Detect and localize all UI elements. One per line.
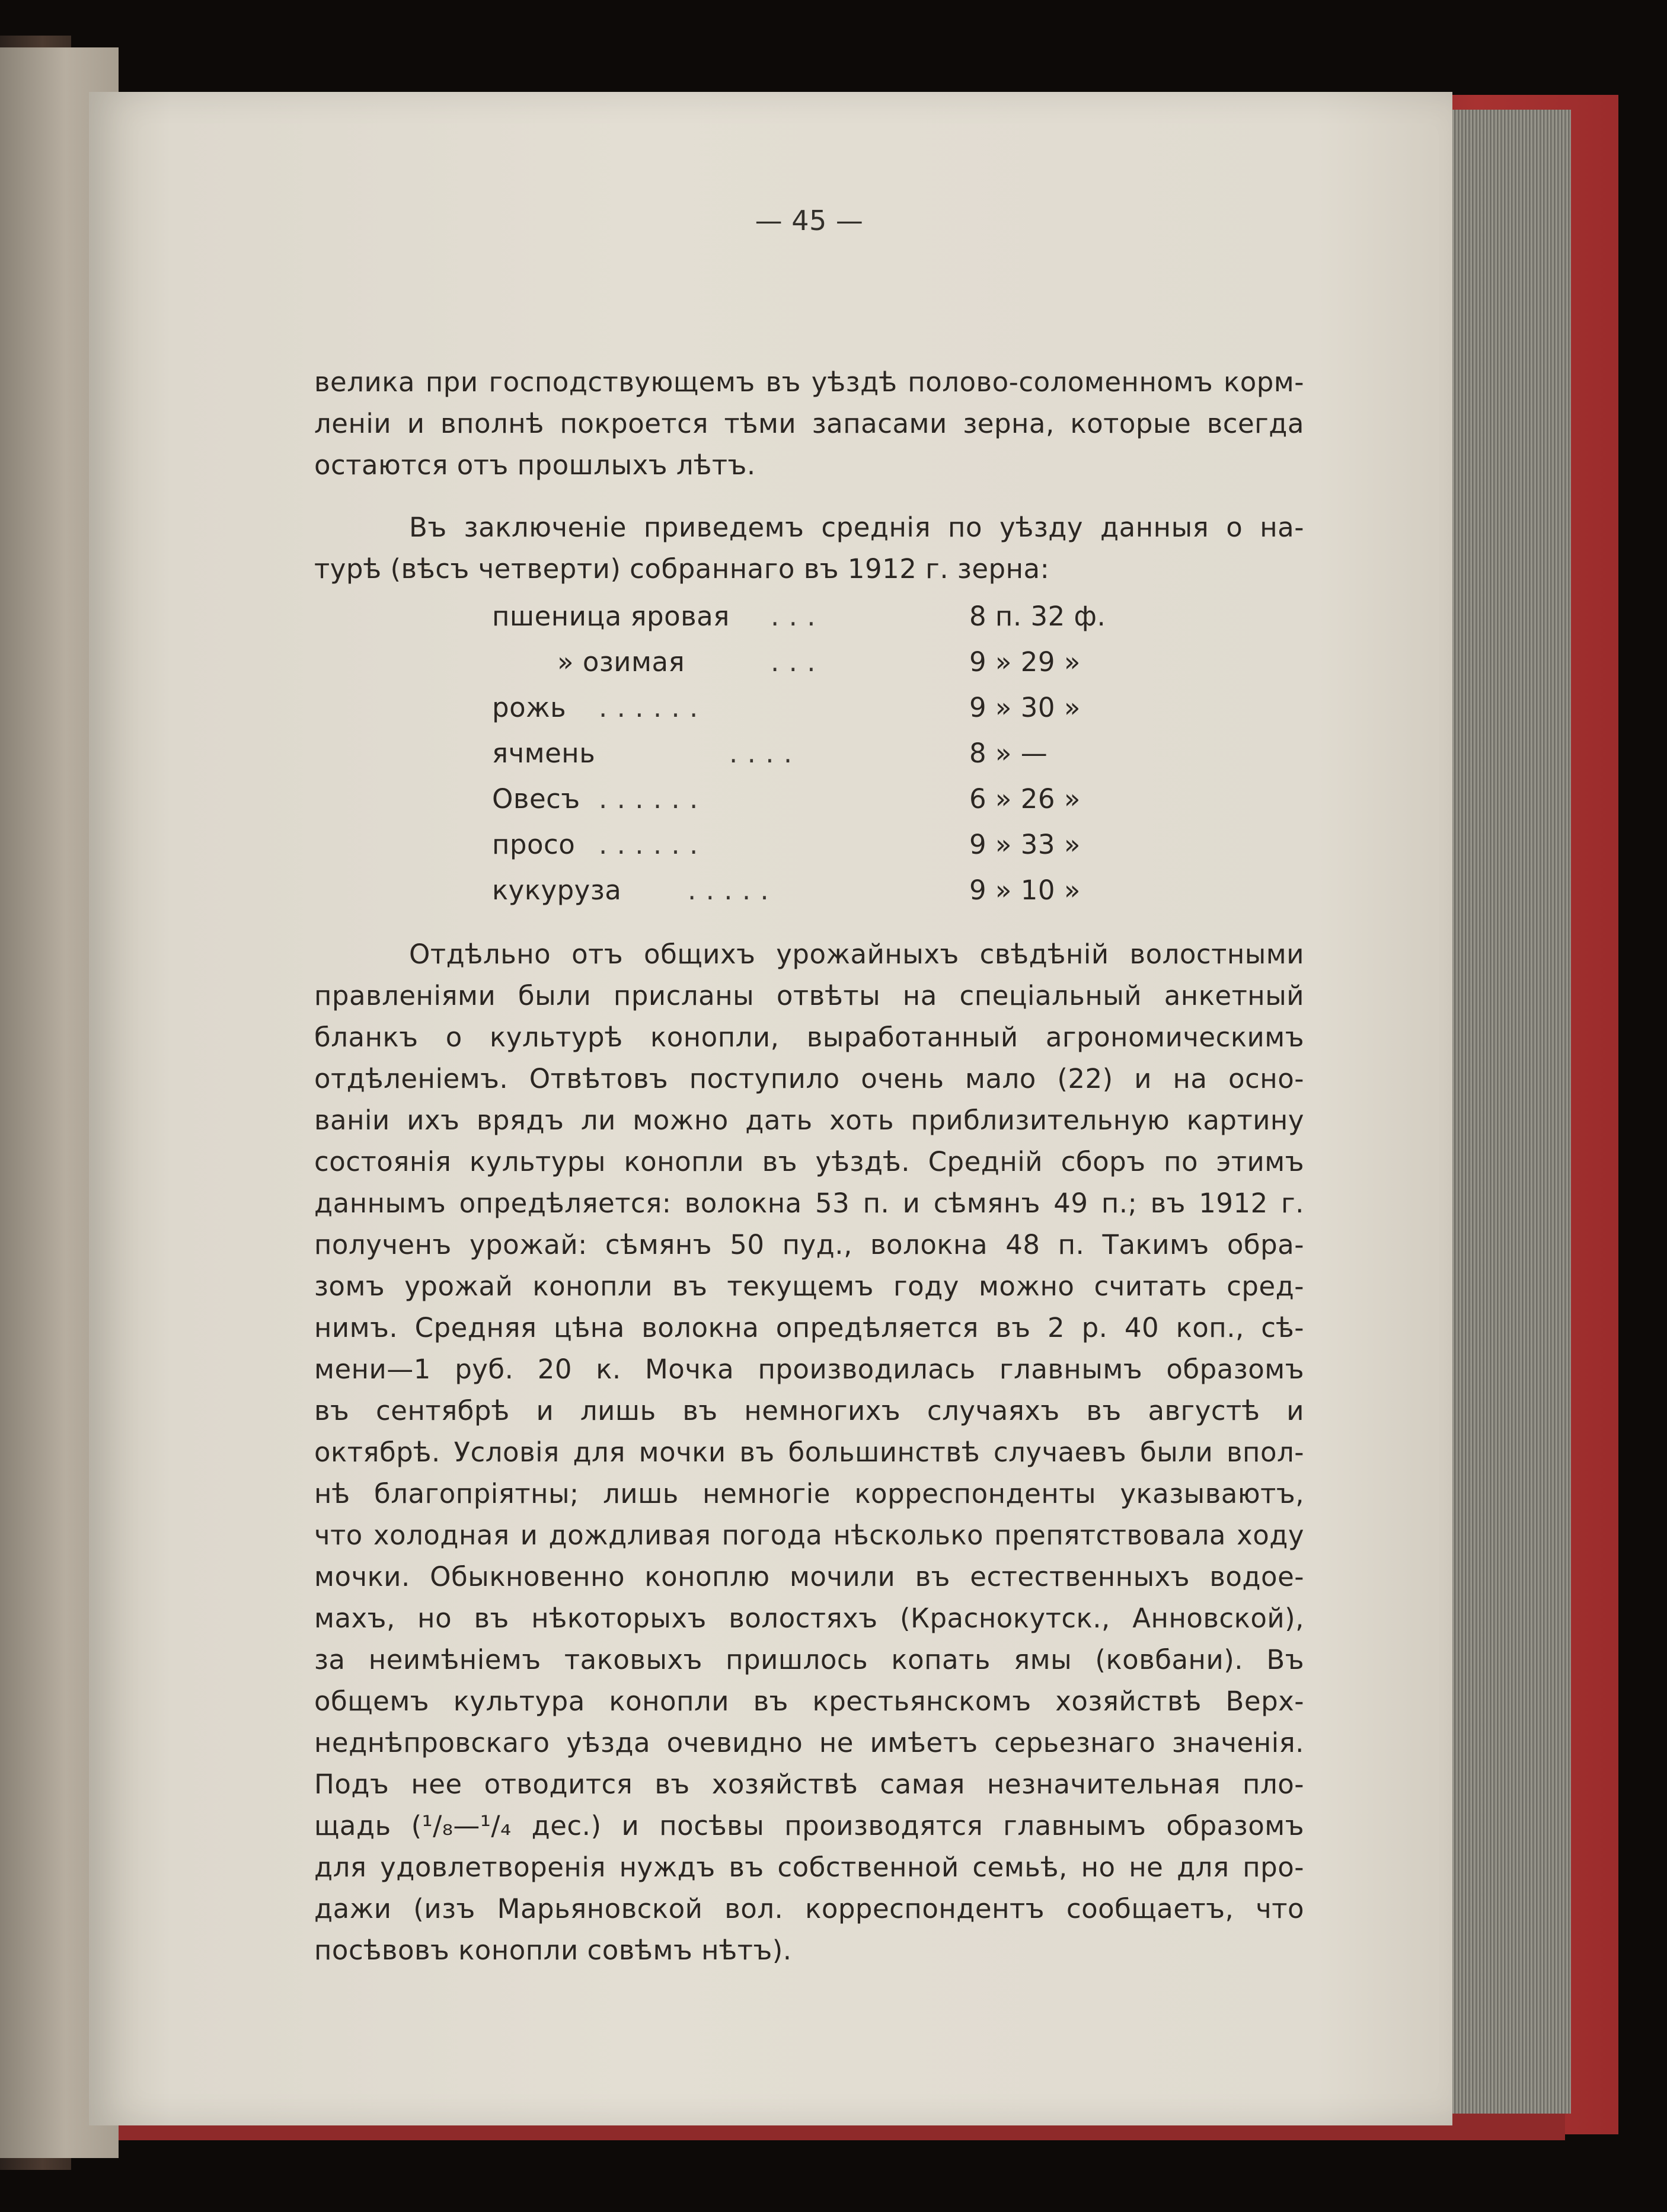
grain-weight: 9 » 33 » — [969, 829, 1081, 860]
text-line: турѣ (вѣсъ четверти) собраннаго въ 1912 г. зерна: — [314, 553, 1050, 585]
table-row — [492, 733, 1203, 774]
grain-name: ячмень — [492, 738, 596, 769]
grain-name: кукуруза — [492, 874, 622, 906]
text-line: состоянія культуры конопли въ уѣздѣ. Средній сборъ по этимъ — [314, 1146, 1304, 1177]
text-line: бланкъ о культурѣ конопли, выработанный агрономическимъ — [314, 1022, 1304, 1053]
table-row — [492, 824, 1203, 866]
text-line: нѣ благопріятны; лишь немногіе корреспонденты указываютъ, — [314, 1478, 1304, 1509]
text-line: мочки. Обыкновенно коноплю мочили въ естественныхъ водое- — [314, 1561, 1304, 1592]
table-row — [492, 596, 1203, 637]
text-line: отдѣленіемъ. Отвѣтовъ поступило очень мало (22) и на осно- — [314, 1063, 1304, 1094]
grain-weight: 8 » — — [969, 738, 1048, 769]
text-line: за неимѣніемъ таковыхъ пришлось копать ямы (ковбани). Въ — [314, 1644, 1304, 1675]
text-line: зомъ урожай конопли въ текущемъ году можно считать сред- — [314, 1271, 1304, 1302]
table-row — [492, 870, 1203, 911]
grain-name: просо — [492, 829, 576, 860]
text-line: октябрѣ. Условія для мочки въ большинствѣ случаевъ были впол- — [314, 1437, 1304, 1468]
text-line: нимъ. Средняя цѣна волокна опредѣляется въ 2 р. 40 коп., сѣ- — [314, 1312, 1304, 1343]
text-line: ваніи ихъ врядъ ли можно дать хоть приблизительную картину — [314, 1105, 1304, 1136]
leader-dots: . . . . . . — [599, 692, 699, 723]
table-row — [492, 687, 1203, 729]
leader-dots: . . . . . . — [599, 783, 699, 815]
text-line: правленіями были присланы отвѣты на спеціальный анкетный — [314, 980, 1304, 1011]
table-row — [492, 778, 1203, 820]
text-line: общемъ культура конопли въ крестьянскомъ хозяйствѣ Верх- — [314, 1686, 1304, 1717]
grain-weight: 9 » 29 » — [969, 646, 1081, 678]
leader-dots: . . . . . . — [599, 829, 699, 860]
text-line: дажи (изъ Марьяновской вол. корреспондентъ сообщаетъ, что — [314, 1893, 1304, 1924]
text-line: посѣвовъ конопли совѣмъ нѣтъ). — [314, 1935, 792, 1966]
text-line: что холодная и дождливая погода нѣсколько препятствовала ходу — [314, 1520, 1304, 1551]
book-page — [89, 92, 1452, 2125]
grain-weight: 9 » 30 » — [969, 692, 1081, 723]
text-line: леніи и вполнѣ покроется тѣми запасами зерна, которые всегда — [314, 408, 1304, 439]
grain-name: рожь — [492, 692, 567, 723]
text-line: въ сентябрѣ и лишь въ немногихъ случаяхъ въ августѣ и — [314, 1395, 1304, 1426]
text-line: для удовлетворенія нуждъ въ собственной семьѣ, но не для про- — [314, 1852, 1304, 1883]
text-line: полученъ урожай: сѣмянъ 50 пуд., волокна 48 п. Такимъ обра- — [314, 1229, 1304, 1260]
text-line: велика при господствующемъ въ уѣздѣ полово-соломенномъ корм- — [314, 366, 1304, 398]
text-line: Отдѣльно отъ общихъ урожайныхъ свѣдѣній волостными — [409, 939, 1304, 970]
table-row — [492, 641, 1203, 683]
grain-name: Овесъ — [492, 783, 580, 815]
leader-dots: . . . — [771, 601, 816, 632]
leader-dots: . . . . . — [688, 874, 769, 906]
text-line: Въ заключеніе приведемъ среднія по уѣзду данныя о на- — [409, 512, 1304, 543]
grain-weight: 8 п. 32 ф. — [969, 601, 1106, 632]
leader-dots: . . . . — [729, 738, 793, 769]
grain-weight: 6 » 26 » — [969, 783, 1081, 815]
text-line: даннымъ опредѣляется: волокна 53 п. и сѣмянъ 49 п.; въ 1912 г. — [314, 1188, 1304, 1219]
leader-dots: . . . — [771, 646, 816, 678]
text-line: остаются отъ прошлыхъ лѣтъ. — [314, 449, 756, 481]
grain-weight: 9 » 10 » — [969, 874, 1081, 906]
grain-name: пшеница яровая — [492, 601, 730, 632]
grain-name: » озимая — [557, 646, 685, 678]
text-line: неднѣпровскаго уѣзда очевидно не имѣетъ серьезнаго значенія. — [314, 1727, 1304, 1758]
text-line: махъ, но въ нѣкоторыхъ волостяхъ (Краснокутск., Анновской), — [314, 1603, 1304, 1634]
page-number: — 45 — — [755, 205, 864, 237]
text-line: щадь (¹/₈—¹/₄ дес.) и посѣвы производятся главнымъ образомъ — [314, 1810, 1304, 1841]
text-line: мени—1 руб. 20 к. Мочка производилась главнымъ образомъ — [314, 1354, 1304, 1385]
text-line: Подъ нее отводится въ хозяйствѣ самая незначительная пло- — [314, 1769, 1304, 1800]
